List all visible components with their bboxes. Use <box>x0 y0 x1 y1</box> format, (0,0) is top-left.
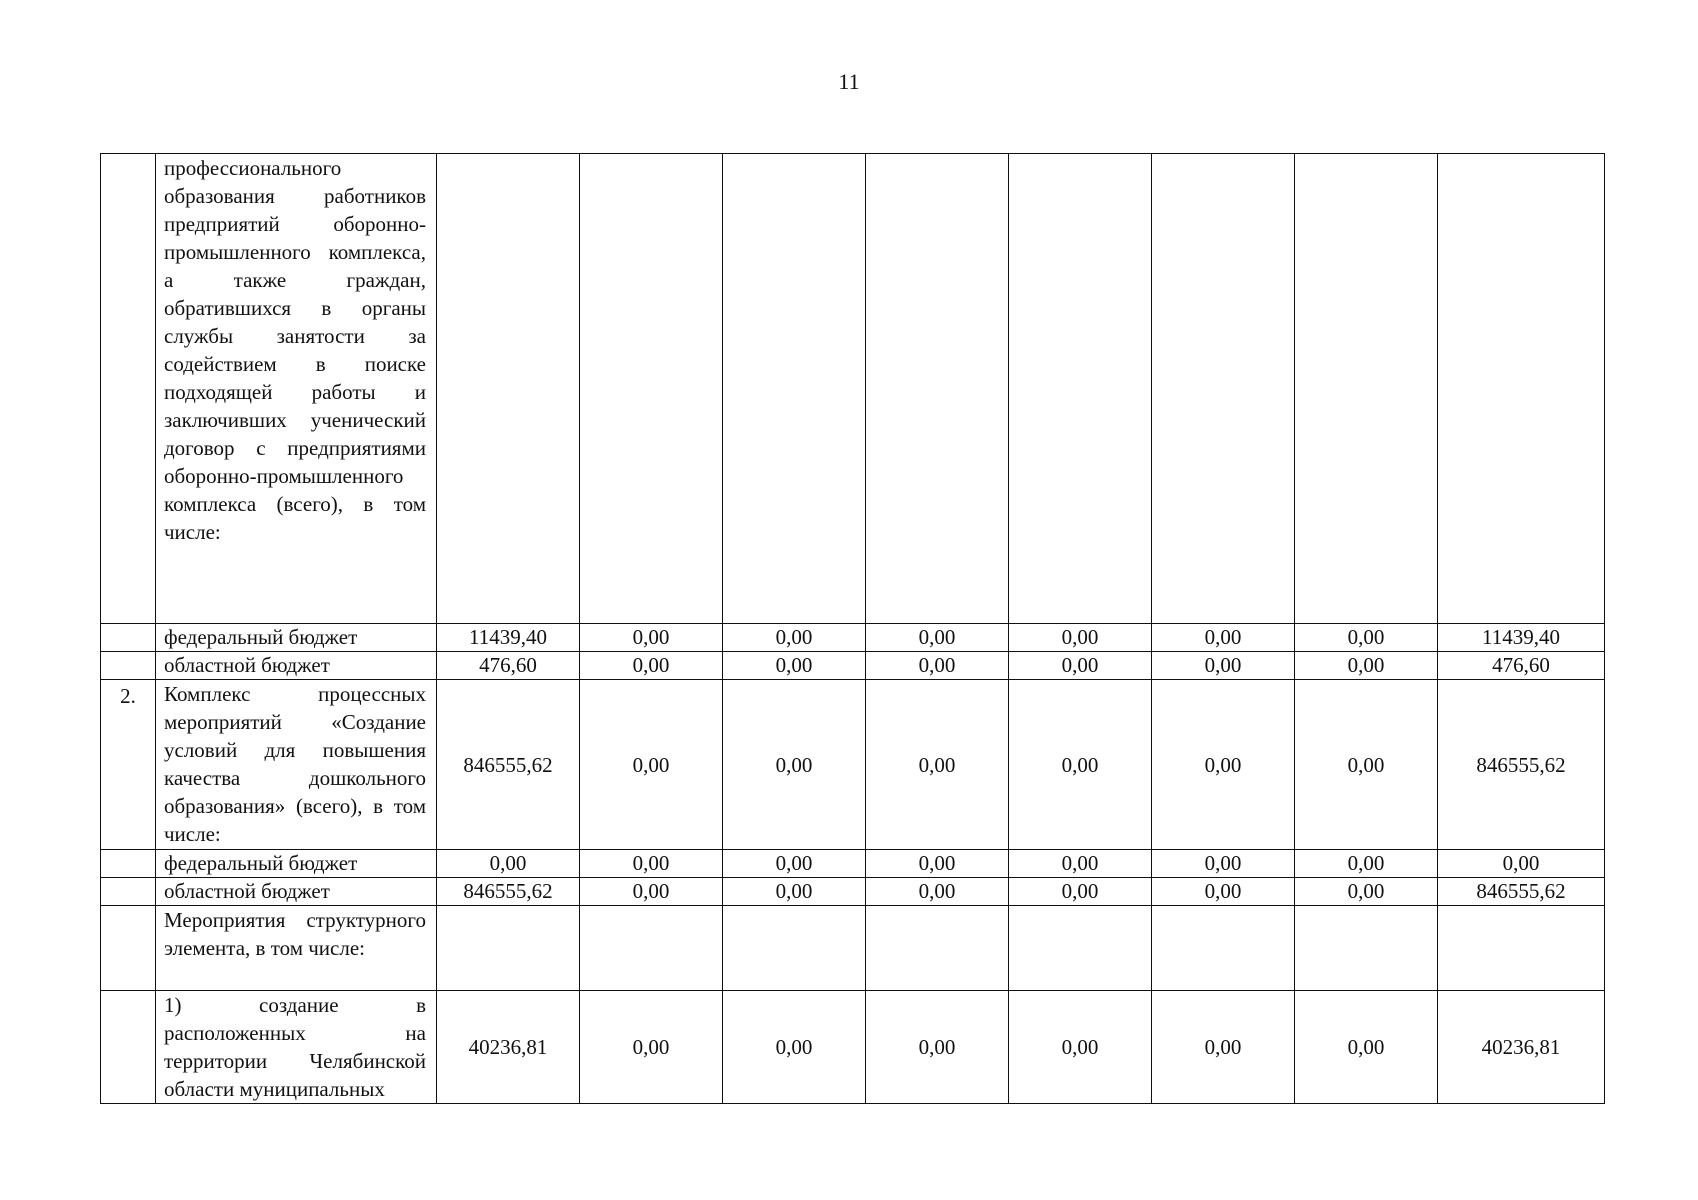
value-cell: 0,00 <box>1009 680 1152 850</box>
value-cell: 0,00 <box>580 850 723 878</box>
value-cell: 11439,40 <box>1438 624 1605 652</box>
value-cell: 0,00 <box>866 652 1009 680</box>
value-cell: 0,00 <box>866 878 1009 906</box>
budget-table <box>100 153 1605 1104</box>
value-cell <box>1295 154 1438 624</box>
value-cell: 0,00 <box>723 850 866 878</box>
table-row <box>101 850 1605 878</box>
value-cell <box>580 154 723 624</box>
row-number <box>101 850 156 878</box>
table-row <box>101 878 1605 906</box>
row-number <box>101 906 156 991</box>
value-cell: 0,00 <box>1009 624 1152 652</box>
value-cell: 0,00 <box>1009 878 1152 906</box>
value-cell: 0,00 <box>1009 991 1152 1104</box>
value-cell: 0,00 <box>1152 850 1295 878</box>
row-number: 2. <box>101 680 156 850</box>
value-cell: 846555,62 <box>1438 680 1605 850</box>
value-cell: 0,00 <box>1295 850 1438 878</box>
value-cell: 0,00 <box>1295 878 1438 906</box>
value-cell <box>723 906 866 991</box>
value-cell: 0,00 <box>580 680 723 850</box>
table-row <box>101 680 1605 850</box>
value-cell: 0,00 <box>866 624 1009 652</box>
row-name: Комплекс процессных мероприятий «Создание условий для повышения качества дошкольного образования» (всего), в том числе: <box>156 680 437 850</box>
row-name: федеральный бюджет <box>156 850 437 878</box>
value-cell: 0,00 <box>723 680 866 850</box>
table-row <box>101 624 1605 652</box>
value-cell <box>1295 906 1438 991</box>
value-cell: 0,00 <box>580 991 723 1104</box>
value-cell <box>580 906 723 991</box>
value-cell: 40236,81 <box>1438 991 1605 1104</box>
row-number <box>101 652 156 680</box>
value-cell: 40236,81 <box>437 991 580 1104</box>
value-cell: 476,60 <box>437 652 580 680</box>
value-cell: 0,00 <box>723 878 866 906</box>
value-cell: 0,00 <box>1009 652 1152 680</box>
value-cell: 0,00 <box>437 850 580 878</box>
value-cell: 476,60 <box>1438 652 1605 680</box>
value-cell: 0,00 <box>1009 850 1152 878</box>
row-number <box>101 154 156 624</box>
value-cell: 0,00 <box>1152 624 1295 652</box>
value-cell: 0,00 <box>1295 991 1438 1104</box>
row-name: федеральный бюджет <box>156 624 437 652</box>
value-cell: 0,00 <box>1438 850 1605 878</box>
value-cell: 0,00 <box>1152 652 1295 680</box>
table-row <box>101 154 1605 624</box>
row-name: областной бюджет <box>156 878 437 906</box>
value-cell <box>1009 906 1152 991</box>
value-cell: 0,00 <box>866 850 1009 878</box>
value-cell: 0,00 <box>1295 624 1438 652</box>
value-cell <box>723 154 866 624</box>
value-cell: 0,00 <box>580 624 723 652</box>
row-name: Мероприятия структурного элемента, в том числе: <box>156 906 437 991</box>
value-cell: 0,00 <box>1152 991 1295 1104</box>
row-name: 1) создание в расположенных на территории Челябинской области муниципальных <box>156 991 437 1104</box>
value-cell <box>1009 154 1152 624</box>
value-cell: 0,00 <box>1152 878 1295 906</box>
table-row <box>101 652 1605 680</box>
value-cell: 0,00 <box>1295 652 1438 680</box>
value-cell: 0,00 <box>723 652 866 680</box>
table-row <box>101 991 1605 1104</box>
row-number <box>101 878 156 906</box>
value-cell: 0,00 <box>580 878 723 906</box>
value-cell <box>1438 154 1605 624</box>
value-cell: 0,00 <box>1152 680 1295 850</box>
value-cell: 0,00 <box>1295 680 1438 850</box>
value-cell <box>437 154 580 624</box>
value-cell: 846555,62 <box>437 680 580 850</box>
page-number: 11 <box>838 69 860 94</box>
value-cell <box>866 906 1009 991</box>
value-cell: 0,00 <box>580 652 723 680</box>
value-cell: 0,00 <box>723 991 866 1104</box>
row-name: областной бюджет <box>156 652 437 680</box>
row-number <box>101 624 156 652</box>
value-cell <box>1152 154 1295 624</box>
row-name: профессионального образования работников предприятий оборонно-промышленного комплекса, а также граждан, обратившихся в органы службы занятости за содействием в поиске подходящей работы и заключивших ученический договор с предприятиями оборонно-промышленного комплекса (всего), в том числе: <box>156 154 437 624</box>
table-row <box>101 906 1605 991</box>
value-cell: 0,00 <box>723 624 866 652</box>
value-cell <box>437 906 580 991</box>
value-cell: 0,00 <box>866 680 1009 850</box>
value-cell: 11439,40 <box>437 624 580 652</box>
value-cell: 0,00 <box>866 991 1009 1104</box>
value-cell <box>1438 906 1605 991</box>
value-cell <box>866 154 1009 624</box>
value-cell: 846555,62 <box>1438 878 1605 906</box>
value-cell <box>1152 906 1295 991</box>
value-cell: 846555,62 <box>437 878 580 906</box>
row-number <box>101 991 156 1104</box>
